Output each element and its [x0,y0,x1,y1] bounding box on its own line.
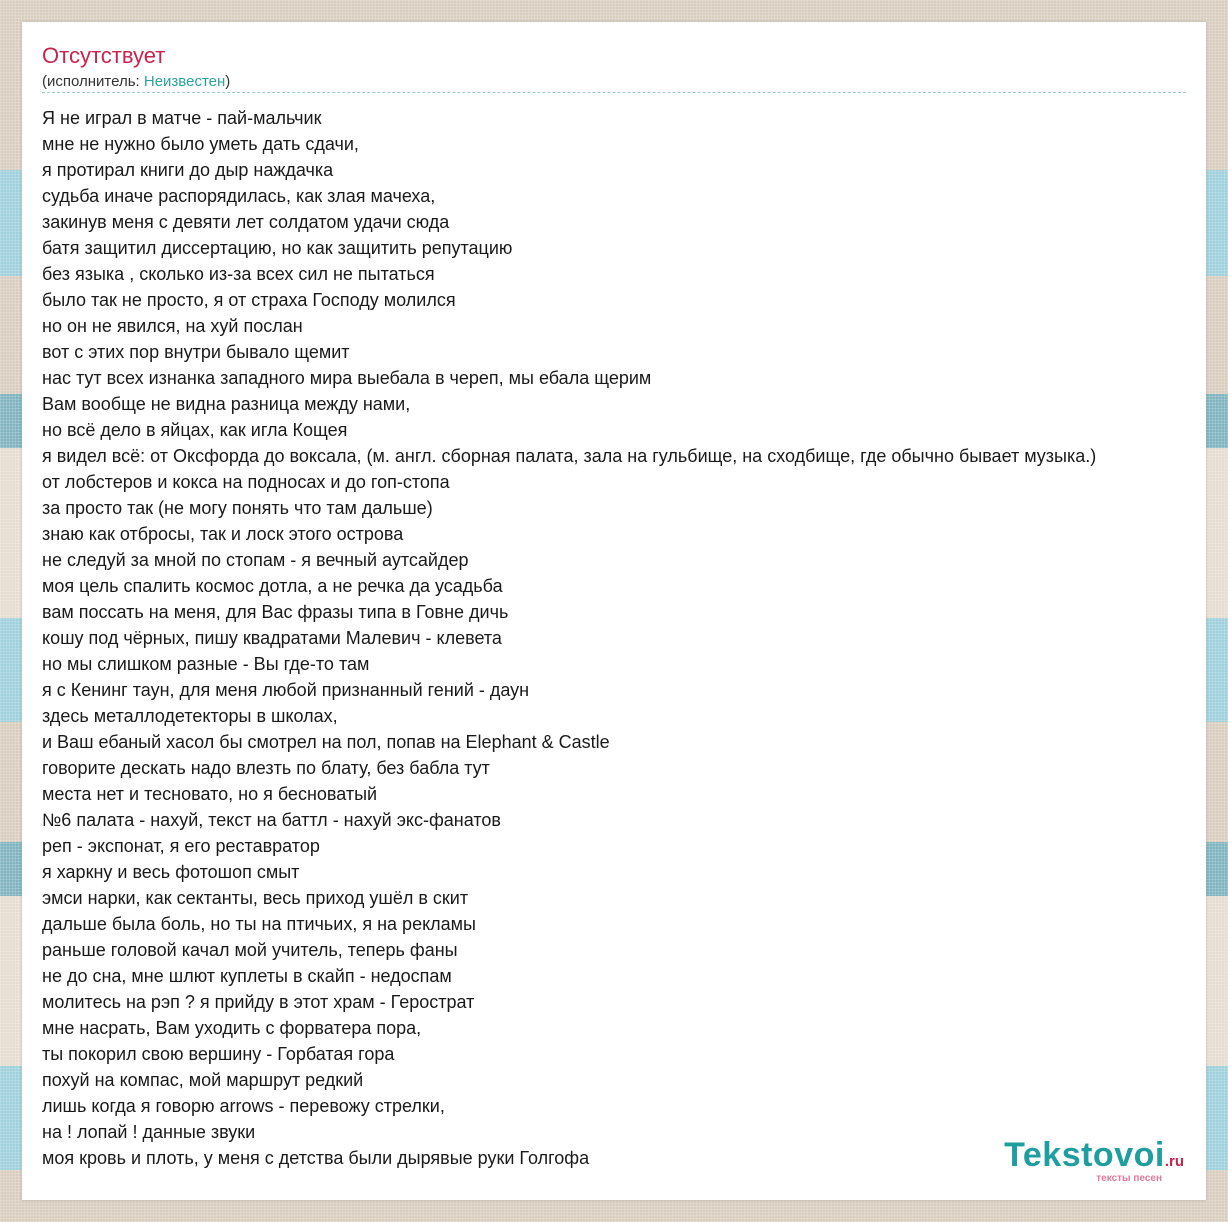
lyric-line: раньше головой качал мой учитель, теперь фаны [42,940,458,960]
lyric-line: ты покорил свою вершину - Горбатая гора [42,1044,395,1064]
lyric-line: Я не играл в матче - пай-мальчик [42,108,322,128]
lyric-line: я с Кенинг таун, для меня любой признанный гений - даун [42,680,530,700]
lyric-line: но мы слишком разные - Вы где-то там [42,654,370,674]
lyric-line: но он не явился, на хуй послан [42,316,303,336]
lyric-line: кошу под чёрных, пишу квадратами Малевич - клевета [42,628,502,648]
logo-tagline: тексты песен [1096,1173,1162,1184]
lyric-line: но всё дело в яйцах, как игла Кощея [42,420,348,440]
logo-wordmark: Tekstovoi [1004,1136,1165,1174]
lyric-line: батя защитил диссертацию, но как защитить репутацию [42,238,513,258]
artist-suffix: ) [225,73,231,90]
lyric-line: без языка , сколько из-за всех сил не пытаться [42,264,435,284]
lyric-line: на ! лопай ! данные звуки [42,1122,256,1142]
lyric-line: закинув меня с девяти лет солдатом удачи сюда [42,212,450,232]
lyrics-panel [22,22,1206,1200]
lyric-line: мне насрать, Вам уходить с форватера пора, [42,1018,422,1038]
lyrics-text [42,105,1096,1171]
lyric-line: судьба иначе распорядилась, как злая мачеха, [42,186,436,206]
lyric-line: не до сна, мне шлют куплеты в скайп - недоспам [42,966,452,986]
lyric-line: за просто так (не могу понять что там дальше) [42,498,433,518]
lyric-line: моя цель спалить космос дотла, а не речка да усадьба [42,576,503,596]
artist-prefix: (исполнитель: [42,73,144,90]
lyric-line: и Ваш ебаный хасол бы смотрел на пол, попав на Elephant & Castle [42,732,610,752]
lyric-line: от лобстеров и кокса на подносах и до гоп-стопа [42,472,450,492]
lyric-line: нас тут всех изнанка западного мира выебала в череп, мы ебала щерим [42,368,652,388]
lyric-line: №6 палата - нахуй, текст на баттл - нахуй экс-фанатов [42,810,501,830]
song-title: Отсутствует [42,43,166,68]
lyric-line: Вам вообще не видна разница между нами, [42,394,411,414]
lyric-line: не следуй за мной по стопам - я вечный аутсайдер [42,550,469,570]
lyric-line: лишь когда я говорю arrows - перевожу стрелки, [42,1096,445,1116]
logo-domain: .ru [1164,1153,1184,1170]
lyric-line: молитесь на рэп ? я прийду в этот храм - Герострат [42,992,475,1012]
lyric-line: похуй на компас, мой маршрут редкий [42,1070,364,1090]
artist-link[interactable]: Неизвестен [143,73,226,90]
lyric-line: говорите дескать надо влезть по блату, без бабла тут [42,758,490,778]
artist-line [42,73,230,91]
lyric-line: я протирал книги до дыр наждачка [42,160,334,180]
lyric-line: здесь металлодетекторы в школах, [42,706,338,726]
lyric-line: я харкну и весь фотошоп смыт [42,862,300,882]
lyric-line: мне не нужно было уметь дать сдачи, [42,134,359,154]
lyric-line: вот с этих пор внутри бывало щемит [42,342,350,362]
lyric-line: знаю как отбросы, так и лоск этого острова [42,524,404,544]
lyric-line: реп - экспонат, я его реставратор [42,836,320,856]
lyric-line: я видел всё: от Оксфорда до воксала, (м. англ. сборная палата, зала на гульбище, на сходбище, где обычно бывает музыка.) [42,446,1097,466]
lyric-line: было так не просто, я от страха Господу молился [42,290,456,310]
lyric-line: вам поссать на меня, для Вас фразы типа в Говне дичь [42,602,509,622]
lyric-line: дальше была боль, но ты на птичьих, я на рекламы [42,914,476,934]
lyric-line: эмси нарки, как сектанты, весь приход ушёл в скит [42,888,469,908]
site-logo[interactable] [1004,1136,1184,1184]
lyric-line: моя кровь и плоть, у меня с детства были дырявые руки Голгофа [42,1148,590,1168]
title-divider [42,92,1186,93]
lyric-line: места нет и тесновато, но я бесноватый [42,784,378,804]
